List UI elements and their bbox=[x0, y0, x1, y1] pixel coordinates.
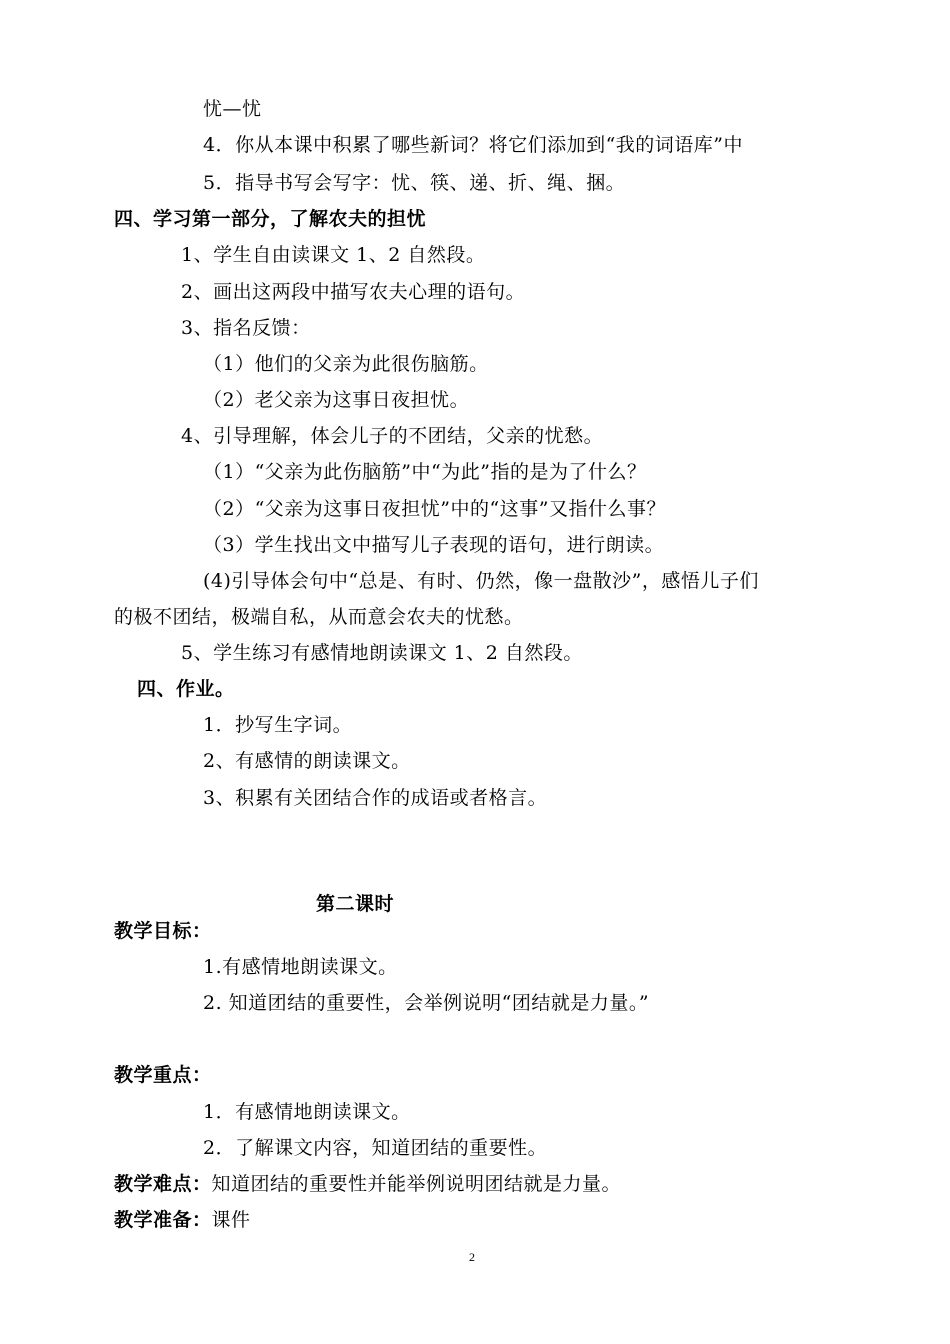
preparation-text: 课件 bbox=[211, 1209, 251, 1231]
difficulty-text: 知道团结的重要性并能举例说明团结就是力量。 bbox=[211, 1173, 622, 1195]
page-number: 2 bbox=[469, 1250, 475, 1264]
text-line: 5、学生练习有感情地朗读课文 1、2 自然段。 bbox=[181, 642, 583, 664]
text-line: 2、画出这两段中描写农夫心理的语句。 bbox=[181, 281, 526, 303]
text-line: 3、指名反馈： bbox=[181, 317, 311, 339]
difficulty-line bbox=[114, 1172, 621, 1196]
preparation-line bbox=[114, 1208, 251, 1232]
section-heading: 四、学习第一部分，了解农夫的担忧 bbox=[114, 208, 427, 230]
text-line: 2．了解课文内容，知道团结的重要性。 bbox=[203, 1137, 548, 1159]
text-line: 4、引导理解，体会儿子的不团结，父亲的忧愁。 bbox=[181, 425, 604, 447]
text-line: 1、学生自由读课文 1、2 自然段。 bbox=[181, 244, 486, 266]
section-heading: 教学目标： bbox=[114, 920, 212, 942]
text-line: （2）“父亲为这事日夜担忧”中的“这事”又指什么事？ bbox=[203, 498, 666, 520]
text-line: （1）他们的父亲为此很伤脑筋。 bbox=[203, 353, 489, 375]
lesson-title: 第二课时 bbox=[316, 893, 395, 915]
text-line: （2）老父亲为这事日夜担忧。 bbox=[203, 389, 470, 411]
text-line: 2、有感情的朗读课文。 bbox=[203, 750, 411, 772]
text-line: 1．抄写生字词。 bbox=[203, 714, 353, 736]
text-line: 1.有感情地朗读课文。 bbox=[203, 956, 398, 978]
text-line: 的极不团结，极端自私，从而意会农夫的忧愁。 bbox=[114, 606, 524, 628]
section-heading: 四、作业。 bbox=[137, 678, 235, 700]
text-line: 5．指导书写会写字：忧、筷、递、折、绳、捆。 bbox=[203, 172, 626, 194]
text-line: (4)引导体会句中“总是、有时、仍然，像一盘散沙”，感悟儿子们 bbox=[203, 570, 759, 592]
preparation-label: 教学准备： bbox=[114, 1209, 212, 1231]
text-line: 3、积累有关团结合作的成语或者格言。 bbox=[203, 787, 548, 809]
text-line: 4．你从本课中积累了哪些新词？将它们添加到“我的词语库”中 bbox=[203, 134, 744, 156]
text-line: 2. 知道团结的重要性，会举例说明“团结就是力量。” bbox=[203, 992, 650, 1014]
section-heading: 教学重点： bbox=[114, 1064, 212, 1086]
text-line: 忧—忧 bbox=[203, 98, 262, 120]
text-line: （3）学生找出文中描写儿子表现的语句，进行朗读。 bbox=[203, 534, 665, 556]
text-line: 1．有感情地朗读课文。 bbox=[203, 1101, 411, 1123]
text-line: （1）“父亲为此伤脑筋”中“为此”指的是为了什么？ bbox=[203, 461, 647, 483]
difficulty-label: 教学难点： bbox=[114, 1173, 212, 1195]
